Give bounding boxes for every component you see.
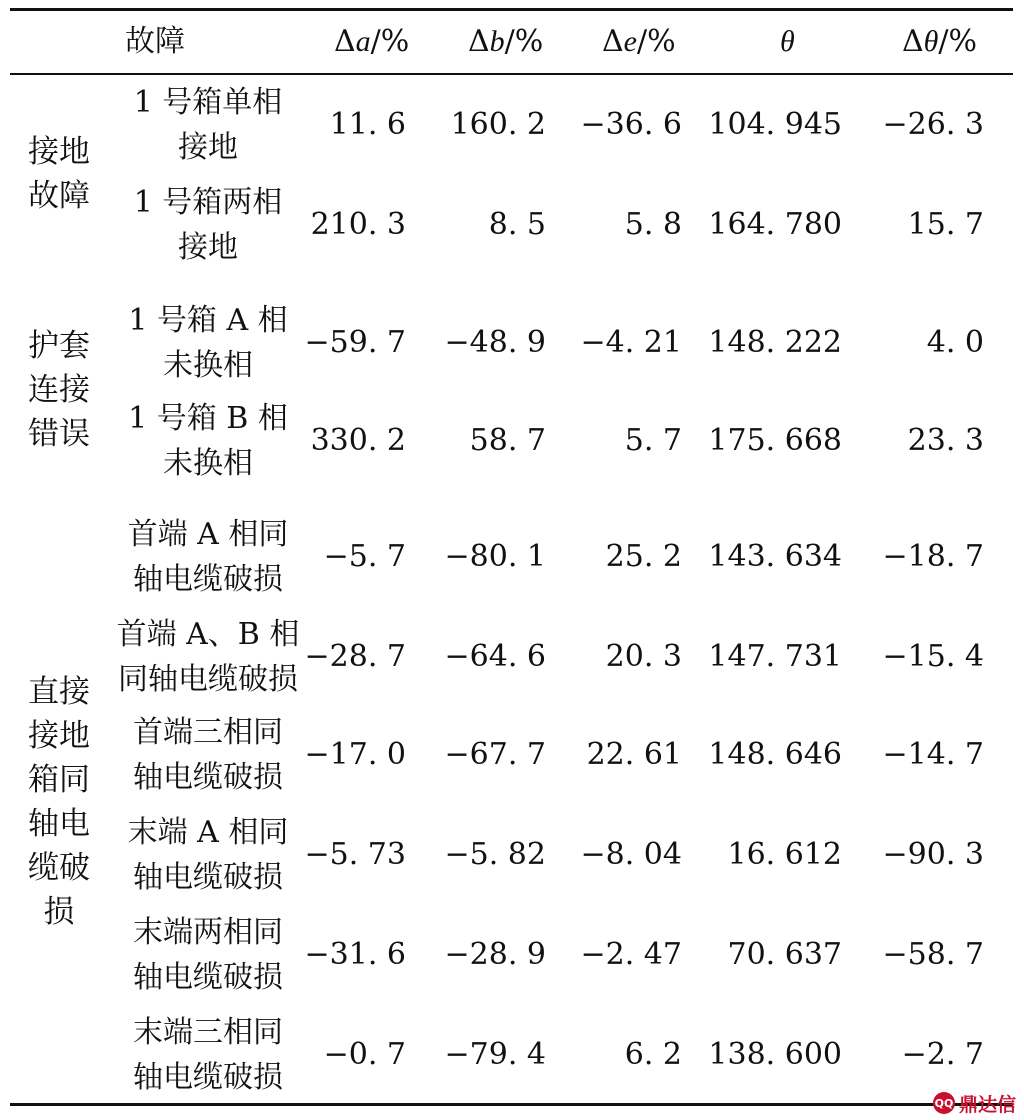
- group-label-ground-fault: 接地故障: [28, 134, 90, 214]
- fault-name-line: 轴电缆破损: [133, 760, 283, 795]
- value-de: 20. 3: [605, 639, 682, 674]
- value-dtheta: −26. 3: [882, 107, 984, 142]
- fault-name-line: 1 号箱单相: [133, 85, 283, 120]
- group-label-coax-damage: 直接接地箱同轴电缆破损: [28, 674, 90, 930]
- fault-name-cell: [108, 396, 308, 486]
- header-fault: 故障: [125, 24, 185, 59]
- value-da: −0. 7: [323, 1037, 406, 1072]
- value-theta: 147. 731: [708, 639, 842, 674]
- value-theta: 16. 612: [727, 837, 842, 872]
- value-da: 11. 6: [329, 107, 406, 142]
- value-da: 210. 3: [310, 207, 406, 242]
- fault-name-cell: [108, 612, 308, 702]
- value-da: −5. 7: [323, 539, 406, 574]
- group-label-sheath-connection-error: 护套连接错误: [28, 328, 90, 452]
- value-db: −67. 7: [444, 737, 546, 772]
- value-dtheta: 23. 3: [907, 423, 984, 458]
- fault-name-cell: [108, 910, 308, 1000]
- fault-name-line: 轴电缆破损: [133, 960, 283, 995]
- fault-name-cell: [108, 80, 308, 170]
- value-de: 5. 7: [624, 423, 682, 458]
- bottom-rule: [10, 1103, 1013, 1106]
- fault-name-line: 接地: [178, 130, 238, 165]
- fault-name-line: 轴电缆破损: [133, 860, 283, 895]
- value-dtheta: −15. 4: [882, 639, 984, 674]
- fault-name-line: 首端 A、B 相: [116, 617, 300, 652]
- value-dtheta: 4. 0: [926, 325, 984, 360]
- value-de: −4. 21: [580, 325, 682, 360]
- value-de: −36. 6: [580, 107, 682, 142]
- value-db: −79. 4: [444, 1037, 546, 1072]
- value-theta: 148. 222: [708, 325, 842, 360]
- fault-name-line: 首端 A 相同: [127, 517, 289, 552]
- value-theta: 175. 668: [708, 423, 842, 458]
- value-theta: 148. 646: [708, 737, 842, 772]
- value-da: −31. 6: [304, 937, 406, 972]
- fault-name-cell: [108, 810, 308, 900]
- watermark-text: 鼎达信: [958, 1093, 1016, 1116]
- value-da: −17. 0: [304, 737, 406, 772]
- value-da: 330. 2: [310, 423, 406, 458]
- logo-mark-icon: QQ: [933, 1092, 955, 1114]
- value-db: 8. 5: [488, 207, 546, 242]
- fault-name-line: 未换相: [163, 348, 253, 383]
- value-db: −48. 9: [444, 325, 546, 360]
- value-db: −80. 1: [444, 539, 546, 574]
- value-dtheta: 15. 7: [907, 207, 984, 242]
- fault-name-line: 轴电缆破损: [133, 1060, 283, 1095]
- value-de: 5. 8: [624, 207, 682, 242]
- value-db: 58. 7: [469, 423, 546, 458]
- value-theta: 164. 780: [708, 207, 842, 242]
- header-delta-theta: Δθ/%: [902, 24, 978, 59]
- fault-name-line: 1 号箱 A 相: [128, 303, 288, 338]
- header-rule: [10, 73, 1013, 75]
- fault-name-cell: [108, 180, 308, 270]
- value-de: −2. 47: [580, 937, 682, 972]
- value-da: −28. 7: [304, 639, 406, 674]
- value-dtheta: −90. 3: [882, 837, 984, 872]
- fault-name-line: 1 号箱 B 相: [128, 401, 288, 436]
- value-db: −64. 6: [444, 639, 546, 674]
- value-theta: 143. 634: [708, 539, 842, 574]
- value-da: −5. 73: [304, 837, 406, 872]
- value-de: −8. 04: [580, 837, 682, 872]
- fault-name-cell: [108, 298, 308, 388]
- header-delta-b: Δb/%: [468, 24, 544, 59]
- fault-name-line: 末端 A 相同: [127, 815, 289, 850]
- fault-name-line: 末端三相同: [133, 1015, 283, 1050]
- value-de: 22. 61: [586, 737, 682, 772]
- fault-name-line: 未换相: [163, 446, 253, 481]
- header-delta-a: Δa/%: [334, 24, 410, 59]
- fault-name-cell: [108, 512, 308, 602]
- header-theta: θ: [780, 25, 795, 58]
- fault-name-line: 1 号箱两相: [133, 185, 283, 220]
- value-theta: 138. 600: [708, 1037, 842, 1072]
- top-rule: [10, 8, 1013, 11]
- value-dtheta: −2. 7: [901, 1037, 984, 1072]
- value-de: 25. 2: [605, 539, 682, 574]
- fault-name-line: 末端两相同: [133, 915, 283, 950]
- value-db: −5. 82: [444, 837, 546, 872]
- fault-name-line: 轴电缆破损: [133, 562, 283, 597]
- watermark-logo: [933, 1090, 1016, 1116]
- fault-name-line: 首端三相同: [133, 715, 283, 750]
- value-dtheta: −58. 7: [882, 937, 984, 972]
- value-de: 6. 2: [624, 1037, 682, 1072]
- value-da: −59. 7: [304, 325, 406, 360]
- fault-name-cell: [108, 710, 308, 800]
- value-theta: 104. 945: [708, 107, 842, 142]
- value-db: 160. 2: [450, 107, 546, 142]
- fault-name-line: 同轴电缆破损: [118, 662, 298, 697]
- header-delta-e: Δe/%: [602, 24, 676, 59]
- fault-name-cell: [108, 1010, 308, 1100]
- value-db: −28. 9: [444, 937, 546, 972]
- fault-name-line: 接地: [178, 230, 238, 265]
- value-theta: 70. 637: [727, 937, 842, 972]
- value-dtheta: −14. 7: [882, 737, 984, 772]
- value-dtheta: −18. 7: [882, 539, 984, 574]
